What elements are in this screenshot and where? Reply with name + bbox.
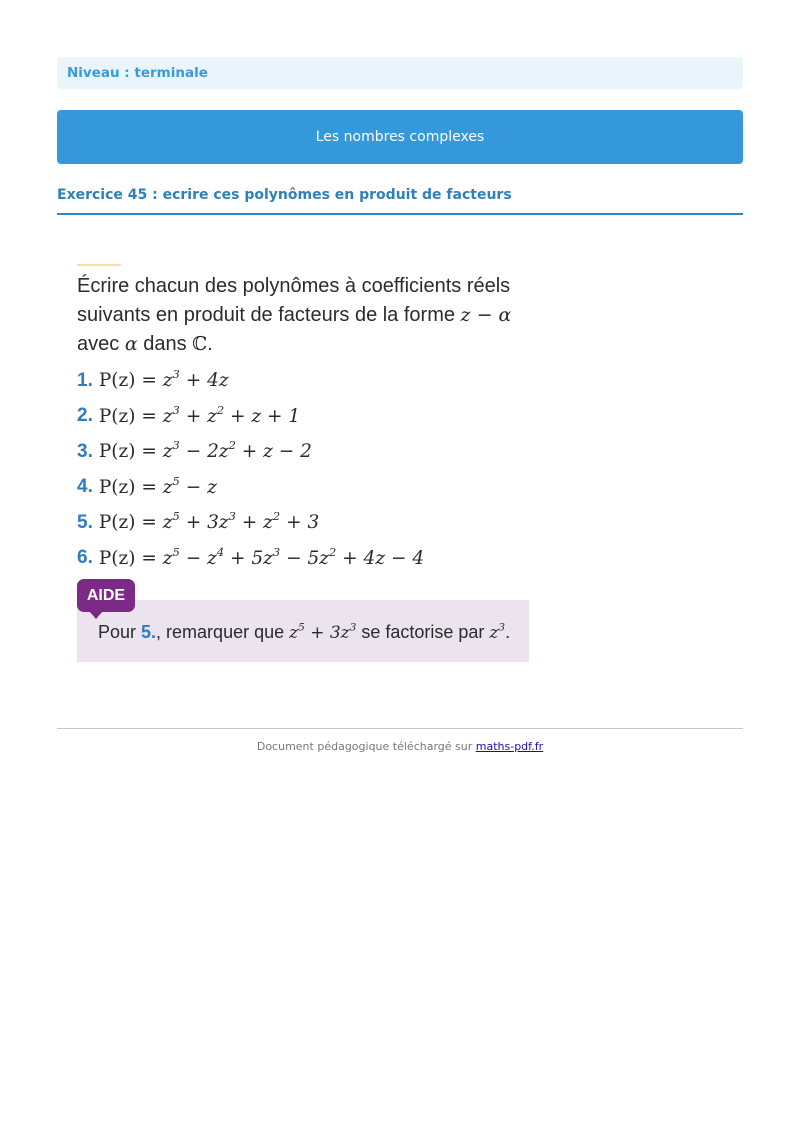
polynomial-expression: $P(z) = z^3 + 4z$ (98, 367, 229, 392)
polynomial-expression: $P(z) = z^5 - z$ (98, 473, 217, 498)
exercise-title: Exercice 45 : ecrire ces polynômes en produit de facteurs (57, 187, 743, 215)
hint-expression-1: $z^5 + 3z^3$ (289, 621, 357, 643)
footer (57, 740, 743, 753)
polynomial-expression: $P(z) = z^3 + z^2 + z + 1$ (98, 402, 301, 427)
exercise-image (75, 262, 535, 666)
polynomial-item (77, 363, 537, 399)
source-link[interactable]: maths-pdf.fr (475, 740, 544, 753)
statement-line-1: Écrire chacun des polynômes à coefficients réels (77, 275, 511, 297)
polynomial-item (77, 541, 537, 577)
decorative-line (77, 264, 121, 266)
statement-line-2: suivants en produit de facteurs de la forme z − α (77, 304, 512, 326)
item-number: 5. (77, 511, 93, 533)
item-number: 1. (77, 369, 93, 391)
footer-divider (57, 728, 743, 729)
polynomial-expression: $P(z) = z^3 - 2z^2 + z - 2$ (98, 438, 312, 463)
item-number: 2. (77, 405, 93, 427)
hint-label: AIDE (77, 579, 135, 612)
exercise-statement (77, 272, 537, 359)
polynomial-item (77, 434, 537, 470)
statement-line-3: avec α dans ℂ. (77, 333, 213, 355)
item-number: 4. (77, 476, 93, 498)
polynomial-expression: $P(z) = z^5 + 3z^3 + z^2 + 3$ (98, 509, 320, 534)
footer-text: Document pédagogique téléchargé sur (256, 740, 476, 753)
item-number: 6. (77, 547, 93, 569)
item-number: 3. (77, 440, 93, 462)
hint-expression-2: $z^3$ (489, 621, 506, 643)
polynomial-expression: $P(z) = z^5 - z^4 + 5z^3 - 5z^2 + 4z - 4$ (98, 544, 425, 569)
polynomial-item (77, 399, 537, 435)
polynomial-item (77, 470, 537, 506)
hint-box: Pour 5., remarquer que $z^5 + 3z^3$ se factorise par $z^3$. (77, 600, 529, 662)
level-label: Niveau : terminale (57, 57, 743, 89)
topic-banner: Les nombres complexes (57, 110, 743, 164)
polynomial-item (77, 505, 537, 541)
polynomial-list (77, 363, 537, 576)
